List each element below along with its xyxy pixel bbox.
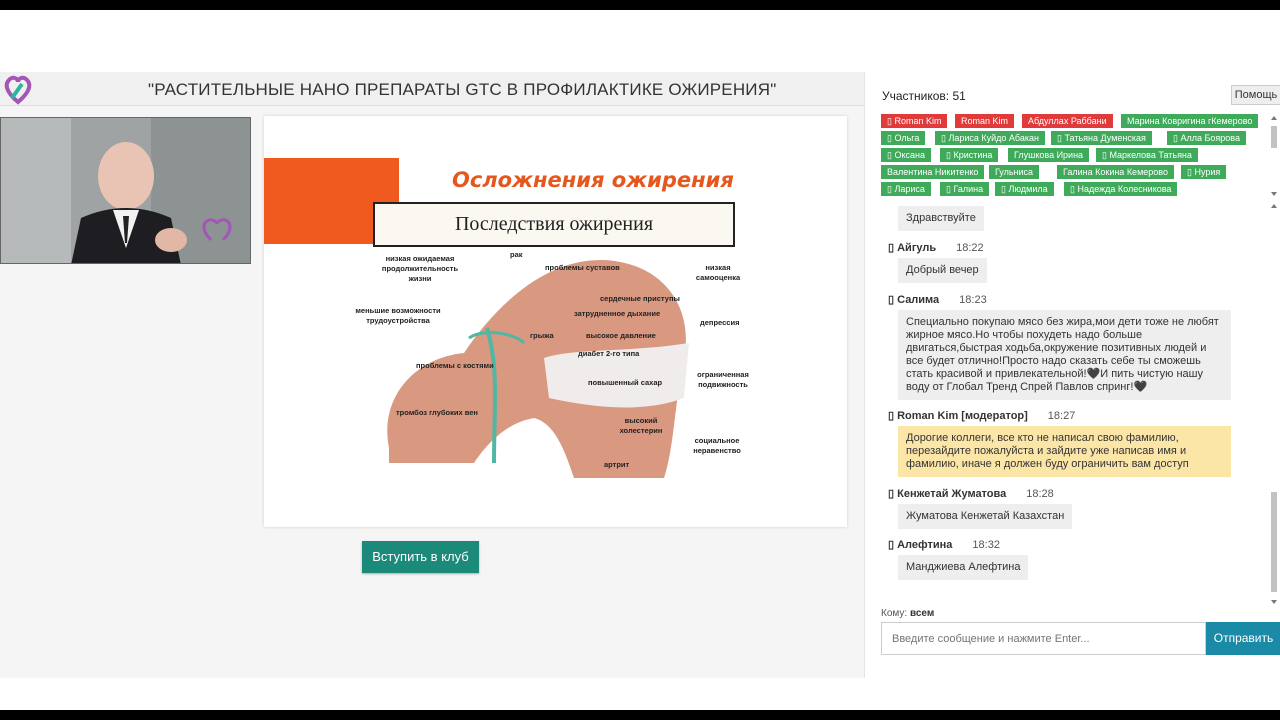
label-cancer: рак [510, 250, 523, 259]
participant-badge[interactable]: ▯ Оксана [881, 148, 931, 162]
chat-scrollbar[interactable] [1269, 202, 1279, 606]
label-diabetes: диабет 2-го типа [578, 349, 640, 358]
message-bubble: Манджиева Алефтина [898, 555, 1028, 580]
label-heart-attacks: сердечные приступы [600, 294, 680, 303]
participant-badge[interactable]: ▯ Галина [940, 182, 989, 196]
label-thrombosis: тромбоз глубоких вен [396, 408, 478, 417]
message-header [888, 487, 1054, 500]
message-header [888, 409, 1075, 422]
message-bubble: Добрый вечер [898, 258, 987, 283]
label-breathing: затрудненное дыхание [574, 309, 661, 318]
label-social-inequality: социальное неравенство [693, 436, 741, 455]
label-high-pressure: высокое давление [586, 331, 656, 340]
message-time: 18:27 [1047, 410, 1076, 422]
message-author: ▯ Айгуль [888, 242, 937, 254]
moderator-message-bubble: Дорогие коллеги, все кто не написал свою фамилию, перезайдите пожалуйста и зайдите уже написав имя и фамилию, иначе я должен буду ограничить вам доступ [898, 426, 1231, 477]
label-bone-problems: проблемы с костями [416, 361, 494, 370]
participant-badge[interactable]: Валентина Никитенко [881, 165, 984, 179]
message-author: ▯ Алефтина [888, 539, 953, 551]
label-high-sugar: повышенный сахар [588, 378, 663, 387]
message-bubble: Специально покупаю мясо без жира,мои дети тоже не любят жирное мясо.Но чтобы похудеть надо больше двигаться,быстрая ходьба,окружение позитивных людей и все будет отлично!Просто надо сказать себе ты сможешь стать красивой и привлекательной!🖤И пить чистую нашу воду от Глобал Тренд Спрей Павлов спринг!🖤 [898, 310, 1231, 400]
label-employment: меньшие возможности трудоустройства [355, 306, 441, 325]
message-header [888, 241, 984, 254]
chat-sidebar [864, 72, 1280, 678]
message-time: 18:22 [956, 242, 984, 254]
participant-badge[interactable]: Марина Ковригина гКемерово [1121, 114, 1258, 128]
recipient-label: Кому: [881, 608, 908, 619]
message-time: 18:28 [1026, 488, 1054, 500]
join-club-button[interactable]: Вступить в клуб [362, 541, 479, 573]
label-low-self-esteem: низкая самооценка [695, 263, 741, 282]
presenter-video[interactable] [0, 117, 251, 264]
message-bubble: Здравствуйте [898, 206, 984, 231]
message-header [888, 538, 1000, 551]
participant-badge[interactable]: Глушкова Ирина [1008, 148, 1089, 162]
recipient-value[interactable]: всем [909, 608, 935, 619]
message-time: 18:23 [959, 294, 987, 306]
chat-messages [885, 200, 1245, 600]
participant-badge[interactable]: ▯ Лариса [881, 182, 931, 196]
app-window [0, 10, 1280, 710]
label-joint-problems: проблемы суставов [545, 263, 620, 272]
recipient-line [881, 608, 934, 619]
label-hernia: грыжа [530, 331, 554, 340]
slide-subheading: Последствия ожирения [373, 202, 735, 247]
message-author: ▯ Roman Kim [модератор] [888, 410, 1028, 422]
presentation-area [0, 72, 864, 678]
participant-badge[interactable]: ▯ Алла Боярова [1167, 131, 1246, 145]
participant-badge[interactable]: Roman Kim [955, 114, 1014, 128]
participant-badge[interactable]: ▯ Кристина [940, 148, 998, 162]
participant-badge[interactable]: Абдуллах Раббани [1022, 114, 1113, 128]
message-author: ▯ Салима [888, 294, 940, 306]
label-depression: депрессия [700, 318, 740, 327]
message-bubble: Жуматова Кенжетай Казахстан [898, 504, 1072, 529]
label-limited-mobility: ограниченная подвижность [697, 370, 749, 389]
participant-badge[interactable]: ▯ Нурия [1181, 165, 1226, 179]
title-bar [0, 72, 864, 106]
slide-heading: Осложнения ожирения [452, 168, 734, 192]
message-header [888, 293, 987, 306]
participant-badge[interactable]: ▯ Татьяна Думенская [1051, 131, 1152, 145]
message-input[interactable] [881, 622, 1206, 655]
label-arthritis: артрит [604, 460, 630, 469]
participant-badge[interactable]: Галина Кокина Кемерово [1057, 165, 1174, 179]
participant-badge[interactable]: ▯ Надежда Колесникова [1064, 182, 1177, 196]
message-author: ▯ Кенжетай Жуматова [888, 488, 1007, 500]
page-title: "РАСТИТЕЛЬНЫЕ НАНО ПРЕПАРАТЫ GTC В ПРОФИЛАКТИКЕ ОЖИРЕНИЯ" [148, 80, 777, 99]
label-cholesterol: высокий холестерин [619, 416, 663, 435]
participants-list [881, 114, 1269, 196]
participant-badge[interactable]: ▯ Людмила [995, 182, 1054, 196]
participant-badge[interactable]: Гульниса [989, 165, 1039, 179]
participants-count: Участников: 51 [882, 89, 966, 103]
participants-scrollbar[interactable] [1269, 114, 1279, 198]
participant-badge[interactable]: ▯ Маркелова Татьяна [1096, 148, 1198, 162]
label-life-expectancy: низкая ожидаемая продолжительность жизни [381, 254, 459, 283]
send-button[interactable]: Отправить [1206, 622, 1280, 655]
participant-badge[interactable]: ▯ Ольга [881, 131, 925, 145]
participant-badge[interactable]: ▯ Roman Kim [881, 114, 947, 128]
logo-icon [2, 72, 34, 106]
help-button[interactable]: Помощь [1231, 85, 1280, 105]
participant-badge[interactable]: ▯ Лариса Куйдо Абакан [935, 131, 1045, 145]
message-time: 18:32 [972, 539, 1000, 551]
presentation-slide [264, 116, 847, 527]
